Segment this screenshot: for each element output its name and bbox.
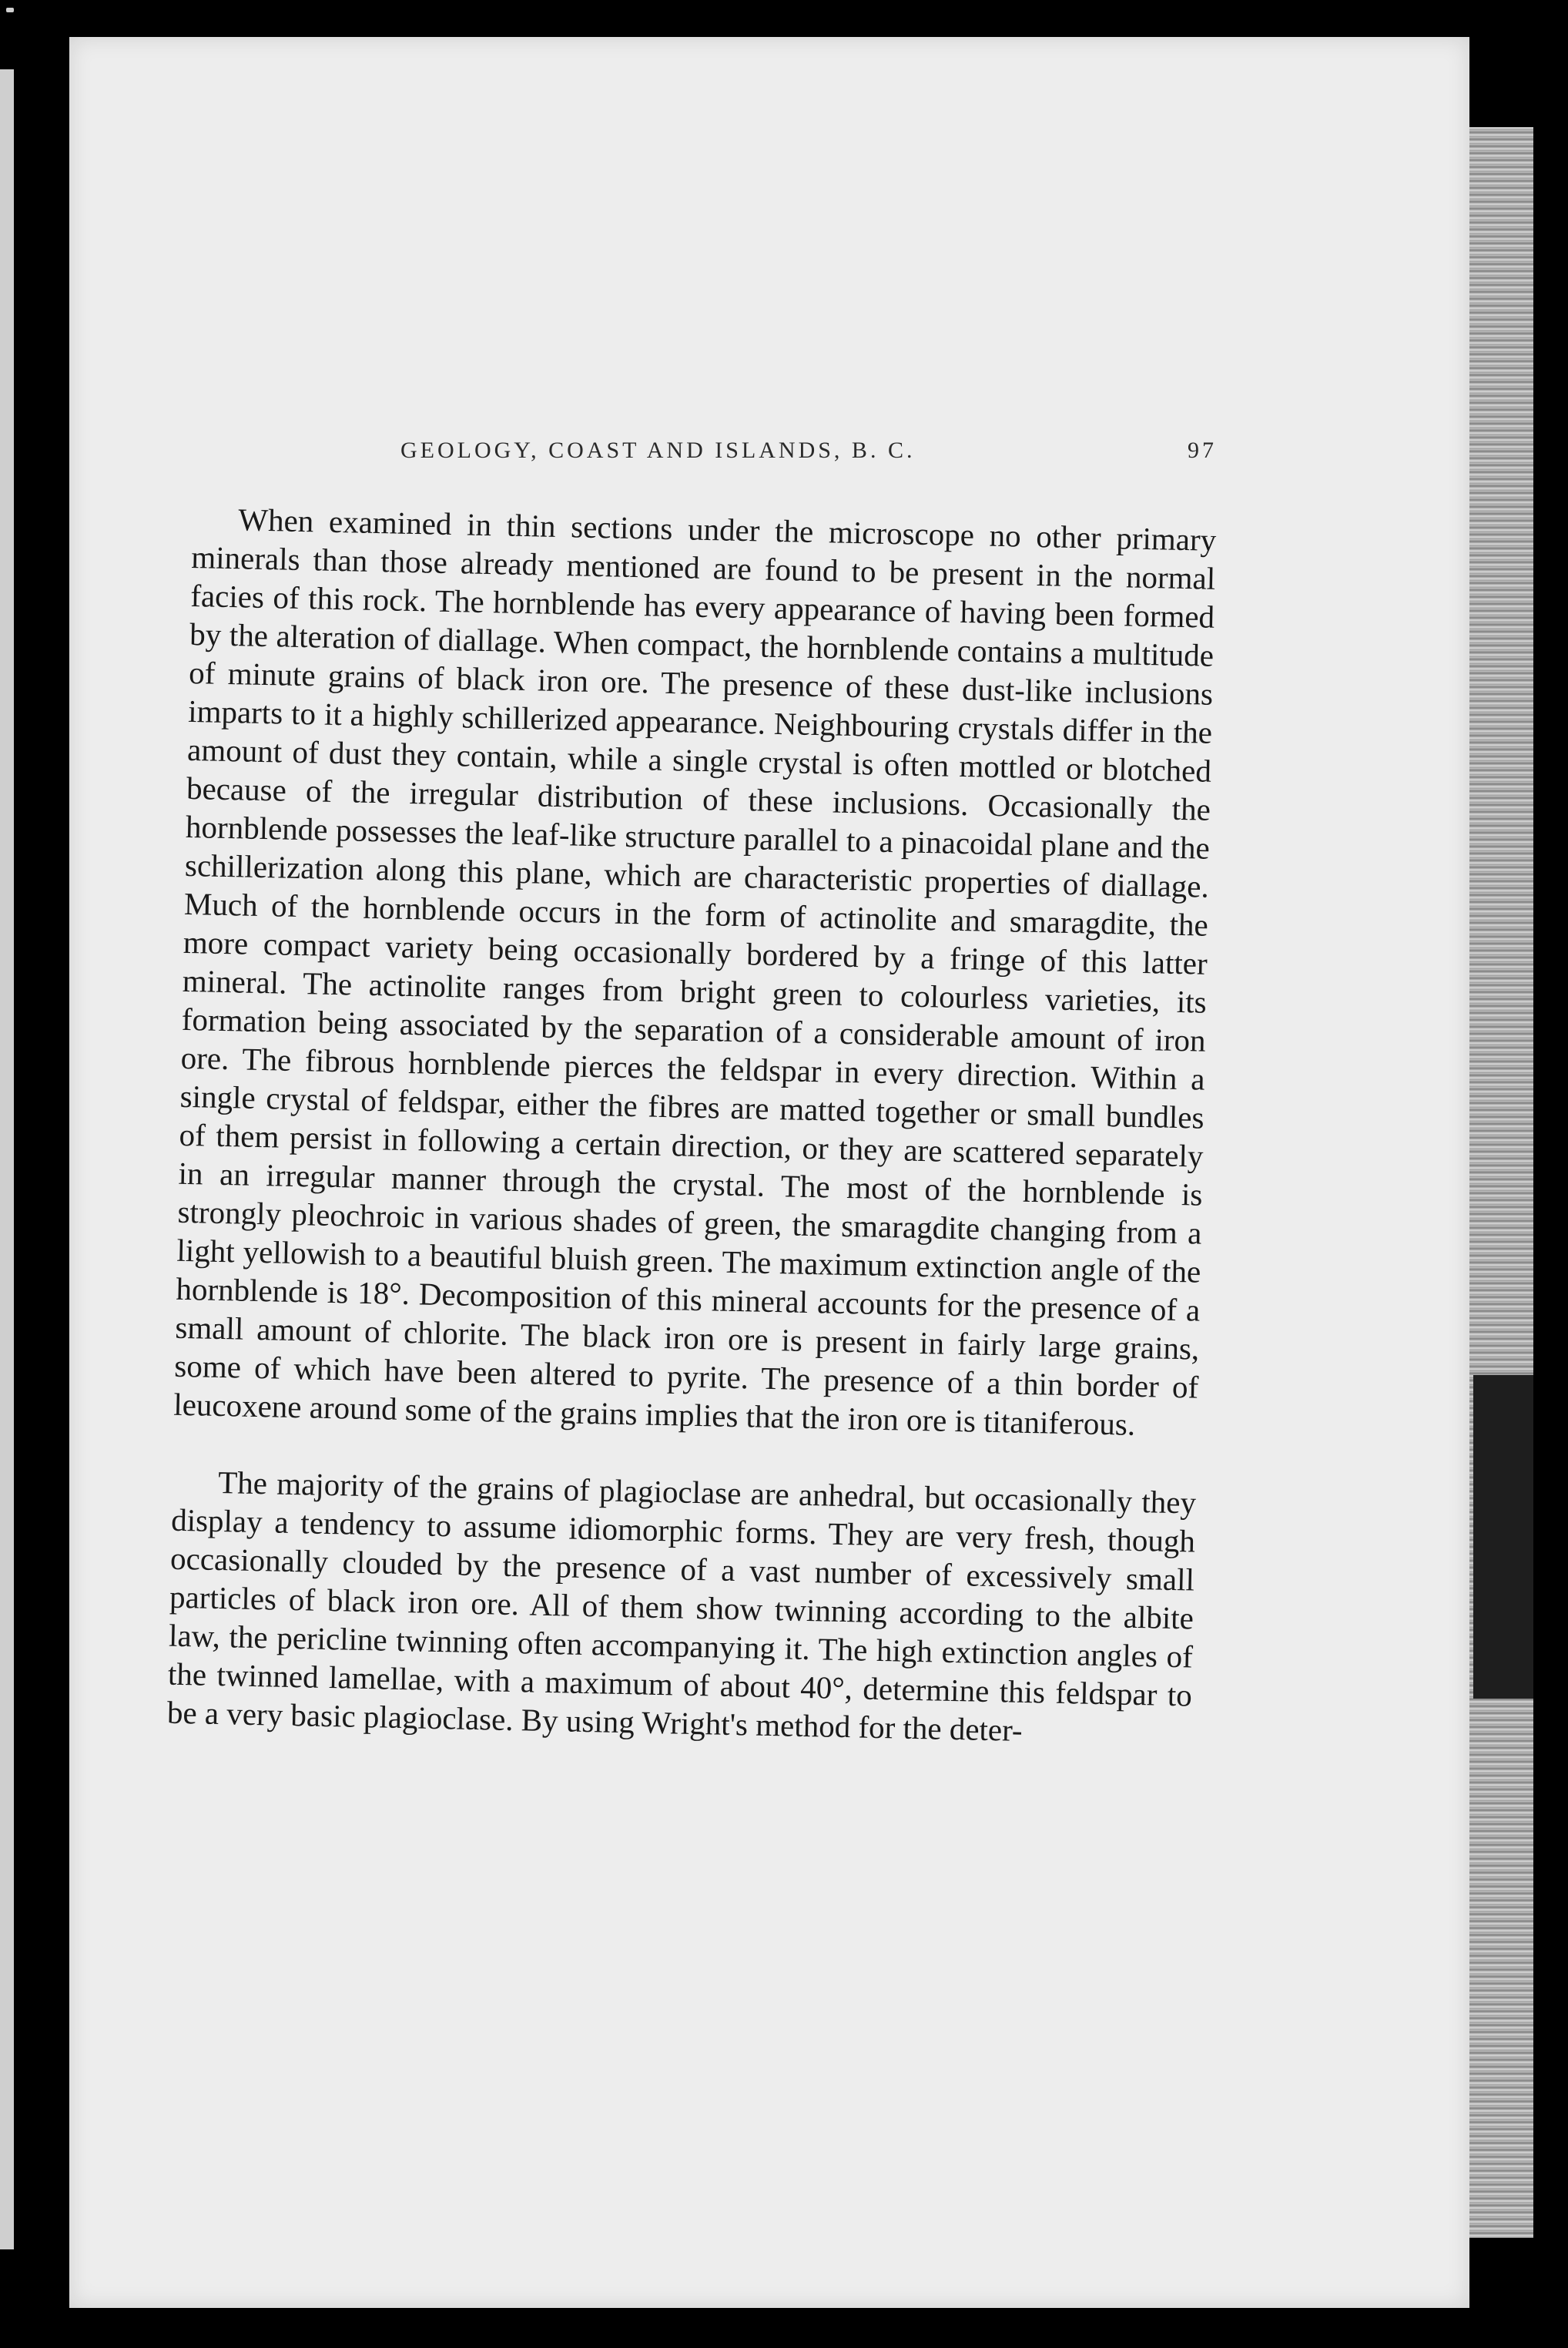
paragraph-1: When examined in thin sections under the microscope no other primary minerals than those already mentioned are found to be present in the normal facies of this rock. The hornblende has every appearance of having been formed by the alteration of diallage. When compact, the hornblende contains a multitude of minute grains of black iron ore. The presence of these dust-like inclusions imparts to it a highly schillerized appearance. Neighbouring crystals differ in the amount of dust they contain, while a single crystal is often mottled or blotched because of the irregular distribution of these inclusions. Occasionally the hornblende possesses the leaf-like structure parallel to a pinacoidal plane and the schillerization along this plane, which are characteristic properties of diallage. Much of the hornblende occurs in the form of actinolite and smaragdite, the more compact variety being occasionally bordered by a fringe of this latter mineral. The actinolite ranges from bright green to colourless varieties, its formation being associated by the separation of a considerable amount of iron ore. The fibrous hornblende pierces the feldspar in every direction. Within a single crystal of feldspar, either the fibres are matted together or small bundles of them persist in following a certain direction, or they are scattered separately in an irregular manner through the crystal. The most of the hornblende is strongly pleochroic in various shades of green, the smaragdite changing from a light yellowish to a beautiful bluish green. The maximum extinction angle of the hornblende is 18°. Decomposition of this mineral accounts for the presence of a small amount of chlorite. The black iron ore is present in fairly large grains, some of which have been altered to pyrite. The presence of a thin border of leucoxene around some of the grains implies that the iron ore is titaniferous.: [173, 501, 1217, 1442]
page-number: 97: [1188, 438, 1217, 463]
scan-speck: [6, 8, 14, 12]
running-title: GEOLOGY, COAST AND ISLANDS, B. C.: [400, 438, 916, 463]
right-page-edge: [1467, 127, 1533, 2238]
body-text: [166, 499, 1216, 1753]
book-page: [69, 37, 1469, 2308]
running-head: [400, 438, 1217, 468]
page-edge-shadow: [1473, 1375, 1533, 1699]
paragraph-2: The majority of the grains of plagioclase are anhedral, but occasionally they display a tendency to assume idiomorphic forms. They are very fresh, though occasionally clouded by the presence of a vast number of excessively small particles of black iron ore. All of them show twinning according to the albite law, the pericline twinning often accompanying it. The high extinction angles of the twinned lamellae, with a maximum of about 40°, determine this feldspar to be a very basic plagioclase. By using Wright's method for the deter-: [166, 1464, 1197, 1748]
left-page-edge: [0, 69, 14, 2249]
